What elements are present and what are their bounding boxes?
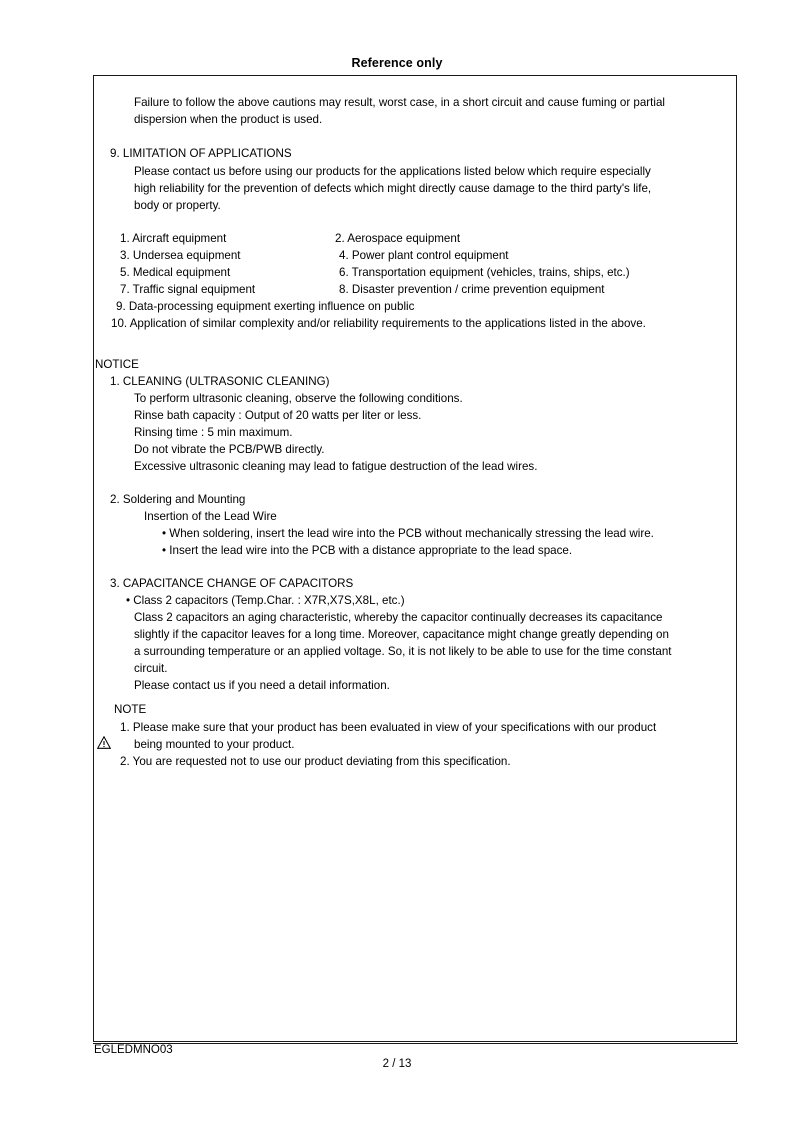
notice-heading: NOTICE <box>95 358 139 371</box>
section-9-para-line-3: body or property. <box>134 199 221 212</box>
section-9-heading: 9. LIMITATION OF APPLICATIONS <box>110 147 292 160</box>
application-item-8: 8. Disaster prevention / crime prevention equipment <box>339 283 605 296</box>
soldering-bullet-2: • Insert the lead wire into the PCB with a distance appropriate to the lead space. <box>162 544 573 557</box>
footer-divider <box>93 1043 738 1044</box>
cleaning-line-5: Excessive ultrasonic cleaning may lead to fatigue destruction of the lead wires. <box>134 460 538 473</box>
capacitance-line-1: Class 2 capacitors an aging characteristic, whereby the capacitor continually decreases its capacitance <box>134 611 663 624</box>
capacitance-line-3: a surrounding temperature or an applied voltage. So, it is not likely to be able to use for the time constant <box>134 645 672 658</box>
application-item-9: 9. Data-processing equipment exerting influence on public <box>116 300 415 313</box>
footer-page-number: 2 / 13 <box>382 1058 412 1070</box>
cleaning-line-3: Rinsing time : 5 min maximum. <box>134 426 293 439</box>
note-item-1-line-1: 1. Please make sure that your product has been evaluated in view of your specifications with our product <box>120 721 657 734</box>
note-item-1-line-2: being mounted to your product. <box>134 738 295 751</box>
document-body <box>94 76 736 1041</box>
capacitance-line-2: slightly if the capacitor leaves for a long time. Moreover, capacitance might change greatly depending on <box>134 628 669 641</box>
notice-item-2-heading: 2. Soldering and Mounting <box>110 493 246 506</box>
note-heading-group <box>97 702 146 719</box>
section-9-para-line-2: high reliability for the prevention of defects which might directly cause damage to the third party's life, <box>134 182 652 195</box>
intro-line-1: Failure to follow the above cautions may result, worst case, in a short circuit and cause fuming or partial <box>134 96 665 109</box>
intro-line-2: dispersion when the product is used. <box>134 113 323 126</box>
application-item-5: 5. Medical equipment <box>120 266 231 279</box>
cleaning-line-4: Do not vibrate the PCB/PWB directly. <box>134 443 325 456</box>
page-header-title: Reference only <box>351 56 443 70</box>
application-item-4: 4. Power plant control equipment <box>339 249 509 262</box>
application-item-2: 2. Aerospace equipment <box>335 232 461 245</box>
warning-triangle-icon <box>97 703 111 716</box>
soldering-bullet-1: • When soldering, insert the lead wire into the PCB without mechanically stressing the lead wire. <box>162 527 654 540</box>
section-9-para-line-1: Please contact us before using our products for the applications listed below which require especially <box>134 165 651 178</box>
application-item-1: 1. Aircraft equipment <box>120 232 227 245</box>
application-item-7: 7. Traffic signal equipment <box>120 283 256 296</box>
note-heading-label: NOTE <box>114 703 147 716</box>
soldering-subheading: Insertion of the Lead Wire <box>144 510 277 523</box>
application-item-6: 6. Transportation equipment (vehicles, trains, ships, etc.) <box>339 266 630 279</box>
application-item-3: 3. Undersea equipment <box>120 249 241 262</box>
notice-item-3-heading: 3. CAPACITANCE CHANGE OF CAPACITORS <box>110 577 354 590</box>
application-item-10: 10. Application of similar complexity and/or reliability requirements to the applications listed in the above. <box>111 317 646 330</box>
footer-document-code: EGLEDMNO03 <box>94 1044 173 1056</box>
note-item-2: 2. You are requested not to use our product deviating from this specification. <box>120 755 511 768</box>
capacitance-line-4: circuit. <box>134 662 168 675</box>
cleaning-line-1: To perform ultrasonic cleaning, observe the following conditions. <box>134 392 463 405</box>
capacitor-class-bullet: • Class 2 capacitors (Temp.Char. : X7R,X7S,X8L, etc.) <box>126 594 405 607</box>
cleaning-line-2: Rinse bath capacity : Output of 20 watts per liter or less. <box>134 409 422 422</box>
capacitance-line-5: Please contact us if you need a detail information. <box>134 679 390 692</box>
notice-item-1-heading: 1. CLEANING (ULTRASONIC CLEANING) <box>110 375 330 388</box>
